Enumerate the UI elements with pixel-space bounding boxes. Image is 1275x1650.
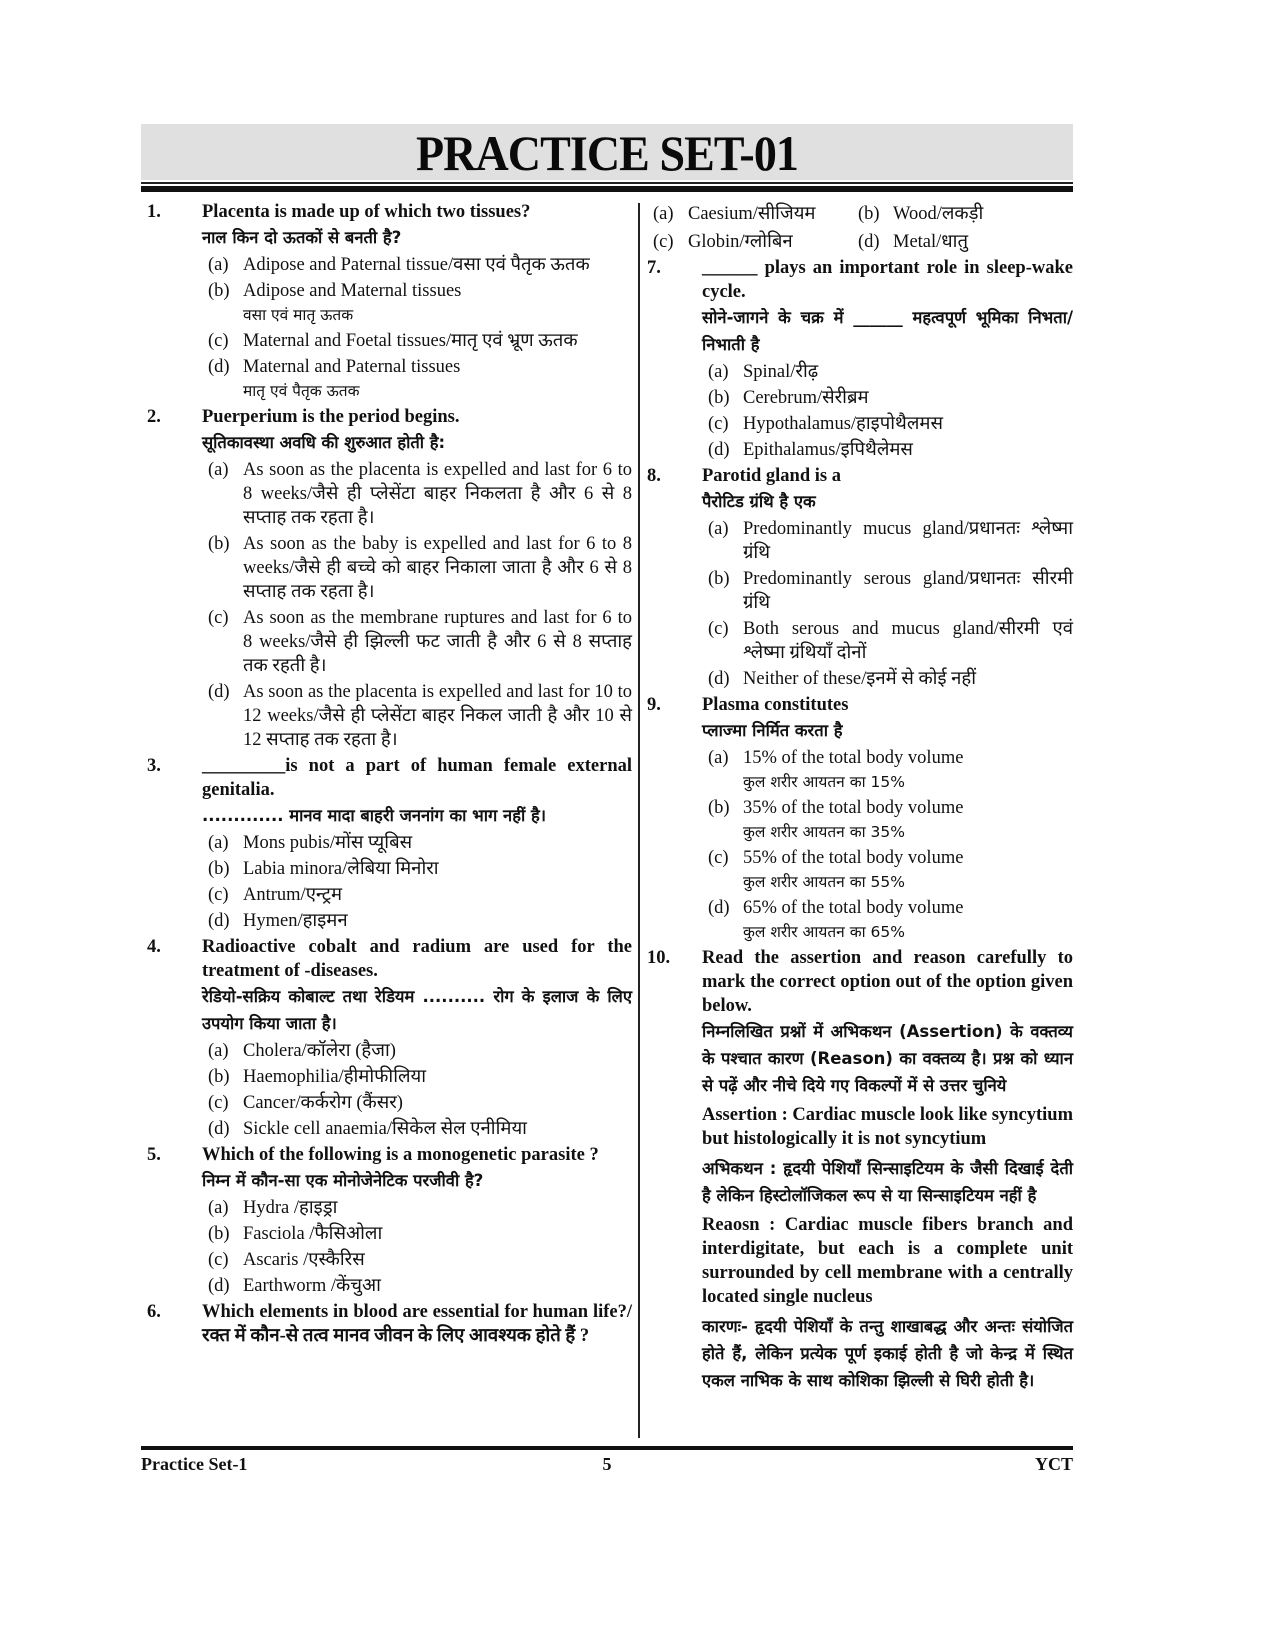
option-label: (b) xyxy=(208,534,230,554)
option-text: Spinal/रीढ़ xyxy=(743,362,819,382)
question-number: 6. xyxy=(147,1302,161,1322)
option-label: (b) xyxy=(708,388,730,408)
option-label: (a) xyxy=(208,255,229,275)
option-text: Antrum/एन्ट्रम xyxy=(243,885,343,905)
option-a xyxy=(653,202,858,226)
question-text-en: ______ plays an important role in sleep-wake cycle. xyxy=(702,258,1073,302)
option-label: (d) xyxy=(208,911,230,931)
option-text: Cholera/कॉलेरा (हैजा) xyxy=(243,1041,396,1061)
option-text: Sickle cell anaemia/सिकेल सेल एनीमिया xyxy=(243,1119,527,1139)
column-divider xyxy=(638,203,640,1438)
option-text: 15% of the total body volume xyxy=(743,748,964,768)
question-number: 5. xyxy=(147,1145,161,1165)
option-label: (d) xyxy=(708,898,730,918)
option-c xyxy=(208,606,632,678)
option-c xyxy=(653,230,858,254)
option-c xyxy=(708,617,1073,665)
right-column xyxy=(647,200,1073,1396)
option-label: (d) xyxy=(708,669,730,689)
question-number: 8. xyxy=(647,466,661,486)
question-text-hi: निम्नलिखित प्रश्नों में अभिकथन (Assertion) के वक्तव्य के पश्चात कारण (Reason) का वक्तव्य है। प्रश्न को ध्यान से पढ़ें और नीचे दिये गए विकल्पों में से उत्तर चुनिये xyxy=(702,1022,1073,1095)
question-7 xyxy=(647,256,1073,462)
option-b xyxy=(208,1065,632,1089)
option-text: Cerebrum/सेरीब्रम xyxy=(743,388,869,408)
option-label: (b) xyxy=(708,798,730,818)
option-text: Fasciola /फैसिओला xyxy=(243,1224,383,1244)
option-text: Hymen/हाइमन xyxy=(243,911,348,931)
question-text-hi: प्लाज्मा निर्मित करता है xyxy=(702,721,843,740)
option-label: (c) xyxy=(208,885,229,905)
option-text: Epithalamus/इपिथैलेमस xyxy=(743,440,913,460)
question-6 xyxy=(147,1300,632,1348)
option-label: (a) xyxy=(708,362,729,382)
option-label: (c) xyxy=(208,608,229,628)
option-a xyxy=(208,458,632,530)
option-a xyxy=(708,746,1073,794)
option-text: As soon as the placenta is expelled and last for 10 to 12 weeks/जैसे ही प्लेसेंटा बाहर निकल जाती है और 10 से 12 सप्ताह तक रहता है। xyxy=(243,682,632,750)
option-label: (c) xyxy=(708,848,729,868)
option-text: Globin/ग्लोबिन xyxy=(688,232,793,252)
option-text-hi: मातृ एवं पैतृक ऊतक xyxy=(243,382,360,400)
option-d xyxy=(208,909,632,933)
question-text-en: Parotid gland is a xyxy=(702,466,841,486)
option-label: (d) xyxy=(708,440,730,460)
option-text-hi: कुल शरीर आयतन का 35% xyxy=(743,823,905,841)
option-label: (a) xyxy=(708,748,729,768)
option-text: 55% of the total body volume xyxy=(743,848,964,868)
option-b xyxy=(858,202,1058,226)
option-b xyxy=(208,532,632,604)
option-d xyxy=(708,896,1073,944)
question-text-hi: रेडियो-सक्रिय कोबाल्ट तथा रेडियम .......... रोग के इलाज के लिए उपयोग किया जाता है। xyxy=(202,987,632,1033)
option-c xyxy=(208,883,632,907)
option-label: (a) xyxy=(653,204,674,224)
title-rule-thick xyxy=(141,186,1073,192)
option-b xyxy=(708,386,1073,410)
option-label: (a) xyxy=(208,460,229,480)
option-text: Maternal and Paternal tissues xyxy=(243,357,461,377)
option-text: Wood/लकड़ी xyxy=(893,204,984,224)
option-label: (d) xyxy=(208,1276,230,1296)
option-label: (b) xyxy=(208,281,230,301)
question-2 xyxy=(147,405,632,752)
question-text-en: Radioactive cobalt and radium are used for the treatment of -diseases. xyxy=(202,937,632,981)
option-text: Hypothalamus/हाइपोथैलमस xyxy=(743,414,943,434)
question-4 xyxy=(147,935,632,1141)
question-text-hi: सूतिकावस्था अवधि की शुरुआत होती है: xyxy=(202,433,446,452)
option-text: Adipose and Maternal tissues xyxy=(243,281,462,301)
option-text: Maternal and Foetal tissues/मातृ एवं भ्रूण ऊतक xyxy=(243,331,578,351)
option-label: (d) xyxy=(858,232,880,252)
footer-set-label: Practice Set-1 xyxy=(141,1454,248,1474)
question-text-hi: नाल किन दो ऊतकों से बनती है? xyxy=(202,228,402,247)
option-b xyxy=(208,1222,632,1246)
option-text: Adipose and Paternal tissue/वसा एवं पैतृक ऊतक xyxy=(243,255,590,275)
option-text: As soon as the membrane ruptures and last for 6 to 8 weeks/जैसे ही झिल्ली फट जाती है और 6 से 8 सप्ताह तक रहती है। xyxy=(243,608,632,676)
question-1 xyxy=(147,200,632,403)
left-column xyxy=(147,200,632,1350)
option-c xyxy=(708,412,1073,436)
assertion-hi: अभिकथन : हृदयी पेशियाँ सिन्साइटियम के जैसी दिखाई देती है लेकिन हिस्टोलॉजिकल रूप से या सिन्साइटियम नहीं है xyxy=(702,1159,1073,1205)
option-b xyxy=(208,857,632,881)
option-text-hi: कुल शरीर आयतन का 15% xyxy=(743,773,905,791)
option-text: Metal/धातु xyxy=(893,232,969,252)
question-text-en: Puerperium is the period begins. xyxy=(202,407,460,427)
option-label: (a) xyxy=(208,833,229,853)
option-label: (b) xyxy=(858,204,880,224)
option-label: (a) xyxy=(208,1041,229,1061)
question-3 xyxy=(147,754,632,933)
question-text: Which elements in blood are essential for human life?/रक्त में कौन-से तत्व मानव जीवन के लिए आवश्यक होते हैं ? xyxy=(202,1302,632,1346)
page-footer xyxy=(141,1454,1073,1478)
option-c xyxy=(708,846,1073,894)
question-text-en: Read the assertion and reason carefully to mark the correct option out of the option given below. xyxy=(702,948,1073,1016)
option-text: As soon as the placenta is expelled and last for 6 to 8 weeks/जैसे ही प्लेसेंटा बाहर निकलता है और 6 से 8 सप्ताह तक रहता है। xyxy=(243,460,632,528)
reason-hi: कारणः- हृदयी पेशियाँ के तन्तु शाखाबद्ध और अन्तः संयोजित होते हैं, लेकिन प्रत्येक पूर्ण इकाई होती है जो केन्द्र में स्थित एकल नाभिक के साथ कोशिका झिल्ली से घिरी होती है। xyxy=(702,1317,1073,1390)
option-text: Hydra /हाइड्रा xyxy=(243,1198,338,1218)
option-text: 65% of the total body volume xyxy=(743,898,964,918)
footer-publisher: YCT xyxy=(1034,1454,1073,1474)
option-a xyxy=(208,253,632,277)
option-d xyxy=(208,1274,632,1298)
footer-rule xyxy=(141,1446,1073,1450)
option-text: Predominantly mucus gland/प्रधानतः श्लेष्मा ग्रंथि xyxy=(743,519,1073,563)
question-number: 2. xyxy=(147,407,161,427)
option-text: Haemophilia/हीमोफीलिया xyxy=(243,1067,427,1087)
option-text: Caesium/सीजियम xyxy=(688,204,816,224)
option-a xyxy=(708,360,1073,384)
option-label: (b) xyxy=(708,569,730,589)
question-text-en: Which of the following is a monogenetic parasite ? xyxy=(202,1145,599,1165)
option-label: (b) xyxy=(208,1224,230,1244)
option-label: (c) xyxy=(208,1250,229,1270)
question-9 xyxy=(647,693,1073,944)
question-text-hi: ............. मानव मादा बाहरी जननांग का भाग नहीं है। xyxy=(202,806,547,825)
option-label: (c) xyxy=(208,331,229,351)
question-number: 4. xyxy=(147,937,161,957)
reason-en: Reaosn : Cardiac muscle fibers branch and interdigitate, but each is a complete unit surrounded by cell membrane with a centrally located single nucleus xyxy=(702,1215,1073,1307)
option-d xyxy=(708,667,1073,691)
title-band xyxy=(141,124,1073,180)
option-text: Both serous and mucus gland/सीरमी एवं श्लेष्मा ग्रंथियाँ दोनों xyxy=(743,619,1073,663)
option-d xyxy=(208,355,632,403)
question-6-options xyxy=(653,200,1073,256)
option-a xyxy=(208,1196,632,1220)
option-b xyxy=(208,279,632,327)
option-text-hi: कुल शरीर आयतन का 55% xyxy=(743,873,905,891)
question-number: 9. xyxy=(647,695,661,715)
option-c xyxy=(208,1248,632,1272)
option-a xyxy=(208,831,632,855)
question-text-en: Placenta is made up of which two tissues? xyxy=(202,202,531,222)
option-c xyxy=(208,1091,632,1115)
page-number: 5 xyxy=(602,1454,612,1474)
option-label: (a) xyxy=(708,519,729,539)
option-text: 35% of the total body volume xyxy=(743,798,964,818)
option-text-hi: कुल शरीर आयतन का 65% xyxy=(743,923,905,941)
option-text: Ascaris /एस्कैरिस xyxy=(243,1250,365,1270)
option-label: (c) xyxy=(208,1093,229,1113)
option-text: Neither of these/इनमें से कोई नहीं xyxy=(743,669,977,689)
question-number: 3. xyxy=(147,756,161,776)
question-8 xyxy=(647,464,1073,691)
question-text-hi: सोने-जागने के चक्र में ______ महत्वपूर्ण भूमिका निभता/निभाती है xyxy=(702,308,1073,354)
option-text: Earthworm /केंचुआ xyxy=(243,1276,381,1296)
option-text: As soon as the baby is expelled and last for 6 to 8 weeks/जैसे ही बच्चे को बाहर निकाला जाता है और 6 से 8 सप्ताह तक रहता है। xyxy=(243,534,632,602)
option-d xyxy=(858,230,1058,254)
option-d xyxy=(208,680,632,752)
option-a xyxy=(208,1039,632,1063)
question-text-en: _________is not a part of human female external genitalia. xyxy=(202,756,632,800)
page-title: PRACTICE SET-01 xyxy=(415,125,798,181)
option-b xyxy=(708,796,1073,844)
option-text: Predominantly serous gland/प्रधानतः सीरमी ग्रंथि xyxy=(743,569,1073,613)
option-label: (b) xyxy=(208,859,230,879)
option-label: (d) xyxy=(208,1119,230,1139)
option-d xyxy=(208,1117,632,1141)
title-rule-thin xyxy=(141,182,1073,184)
option-d xyxy=(708,438,1073,462)
option-label: (d) xyxy=(208,682,230,702)
option-a xyxy=(708,517,1073,565)
option-text: Cancer/कर्करोग (कैंसर) xyxy=(243,1093,403,1113)
option-label: (c) xyxy=(708,619,729,639)
option-label: (a) xyxy=(208,1198,229,1218)
option-label: (d) xyxy=(208,357,230,377)
option-label: (c) xyxy=(708,414,729,434)
option-label: (b) xyxy=(208,1067,230,1087)
option-text: Labia minora/लेबिया मिनोरा xyxy=(243,859,439,879)
question-text-hi: निम्न में कौन-सा एक मोनोजेनेटिक परजीवी है? xyxy=(202,1171,484,1190)
question-number: 10. xyxy=(647,948,671,968)
question-text-en: Plasma constitutes xyxy=(702,695,849,715)
question-number: 7. xyxy=(647,258,661,278)
question-number: 1. xyxy=(147,202,161,222)
option-text: Mons pubis/मोंस प्यूबिस xyxy=(243,833,413,853)
option-b xyxy=(708,567,1073,615)
question-10 xyxy=(647,946,1073,1394)
assertion-en: Assertion : Cardiac muscle look like syncytium but histologically it is not syncytium xyxy=(702,1105,1074,1149)
question-text-hi: पैरोटिड ग्रंथि है एक xyxy=(702,492,816,511)
question-5 xyxy=(147,1143,632,1298)
option-text-hi: वसा एवं मातृ ऊतक xyxy=(243,306,354,324)
option-c xyxy=(208,329,632,353)
option-label: (c) xyxy=(653,232,674,252)
